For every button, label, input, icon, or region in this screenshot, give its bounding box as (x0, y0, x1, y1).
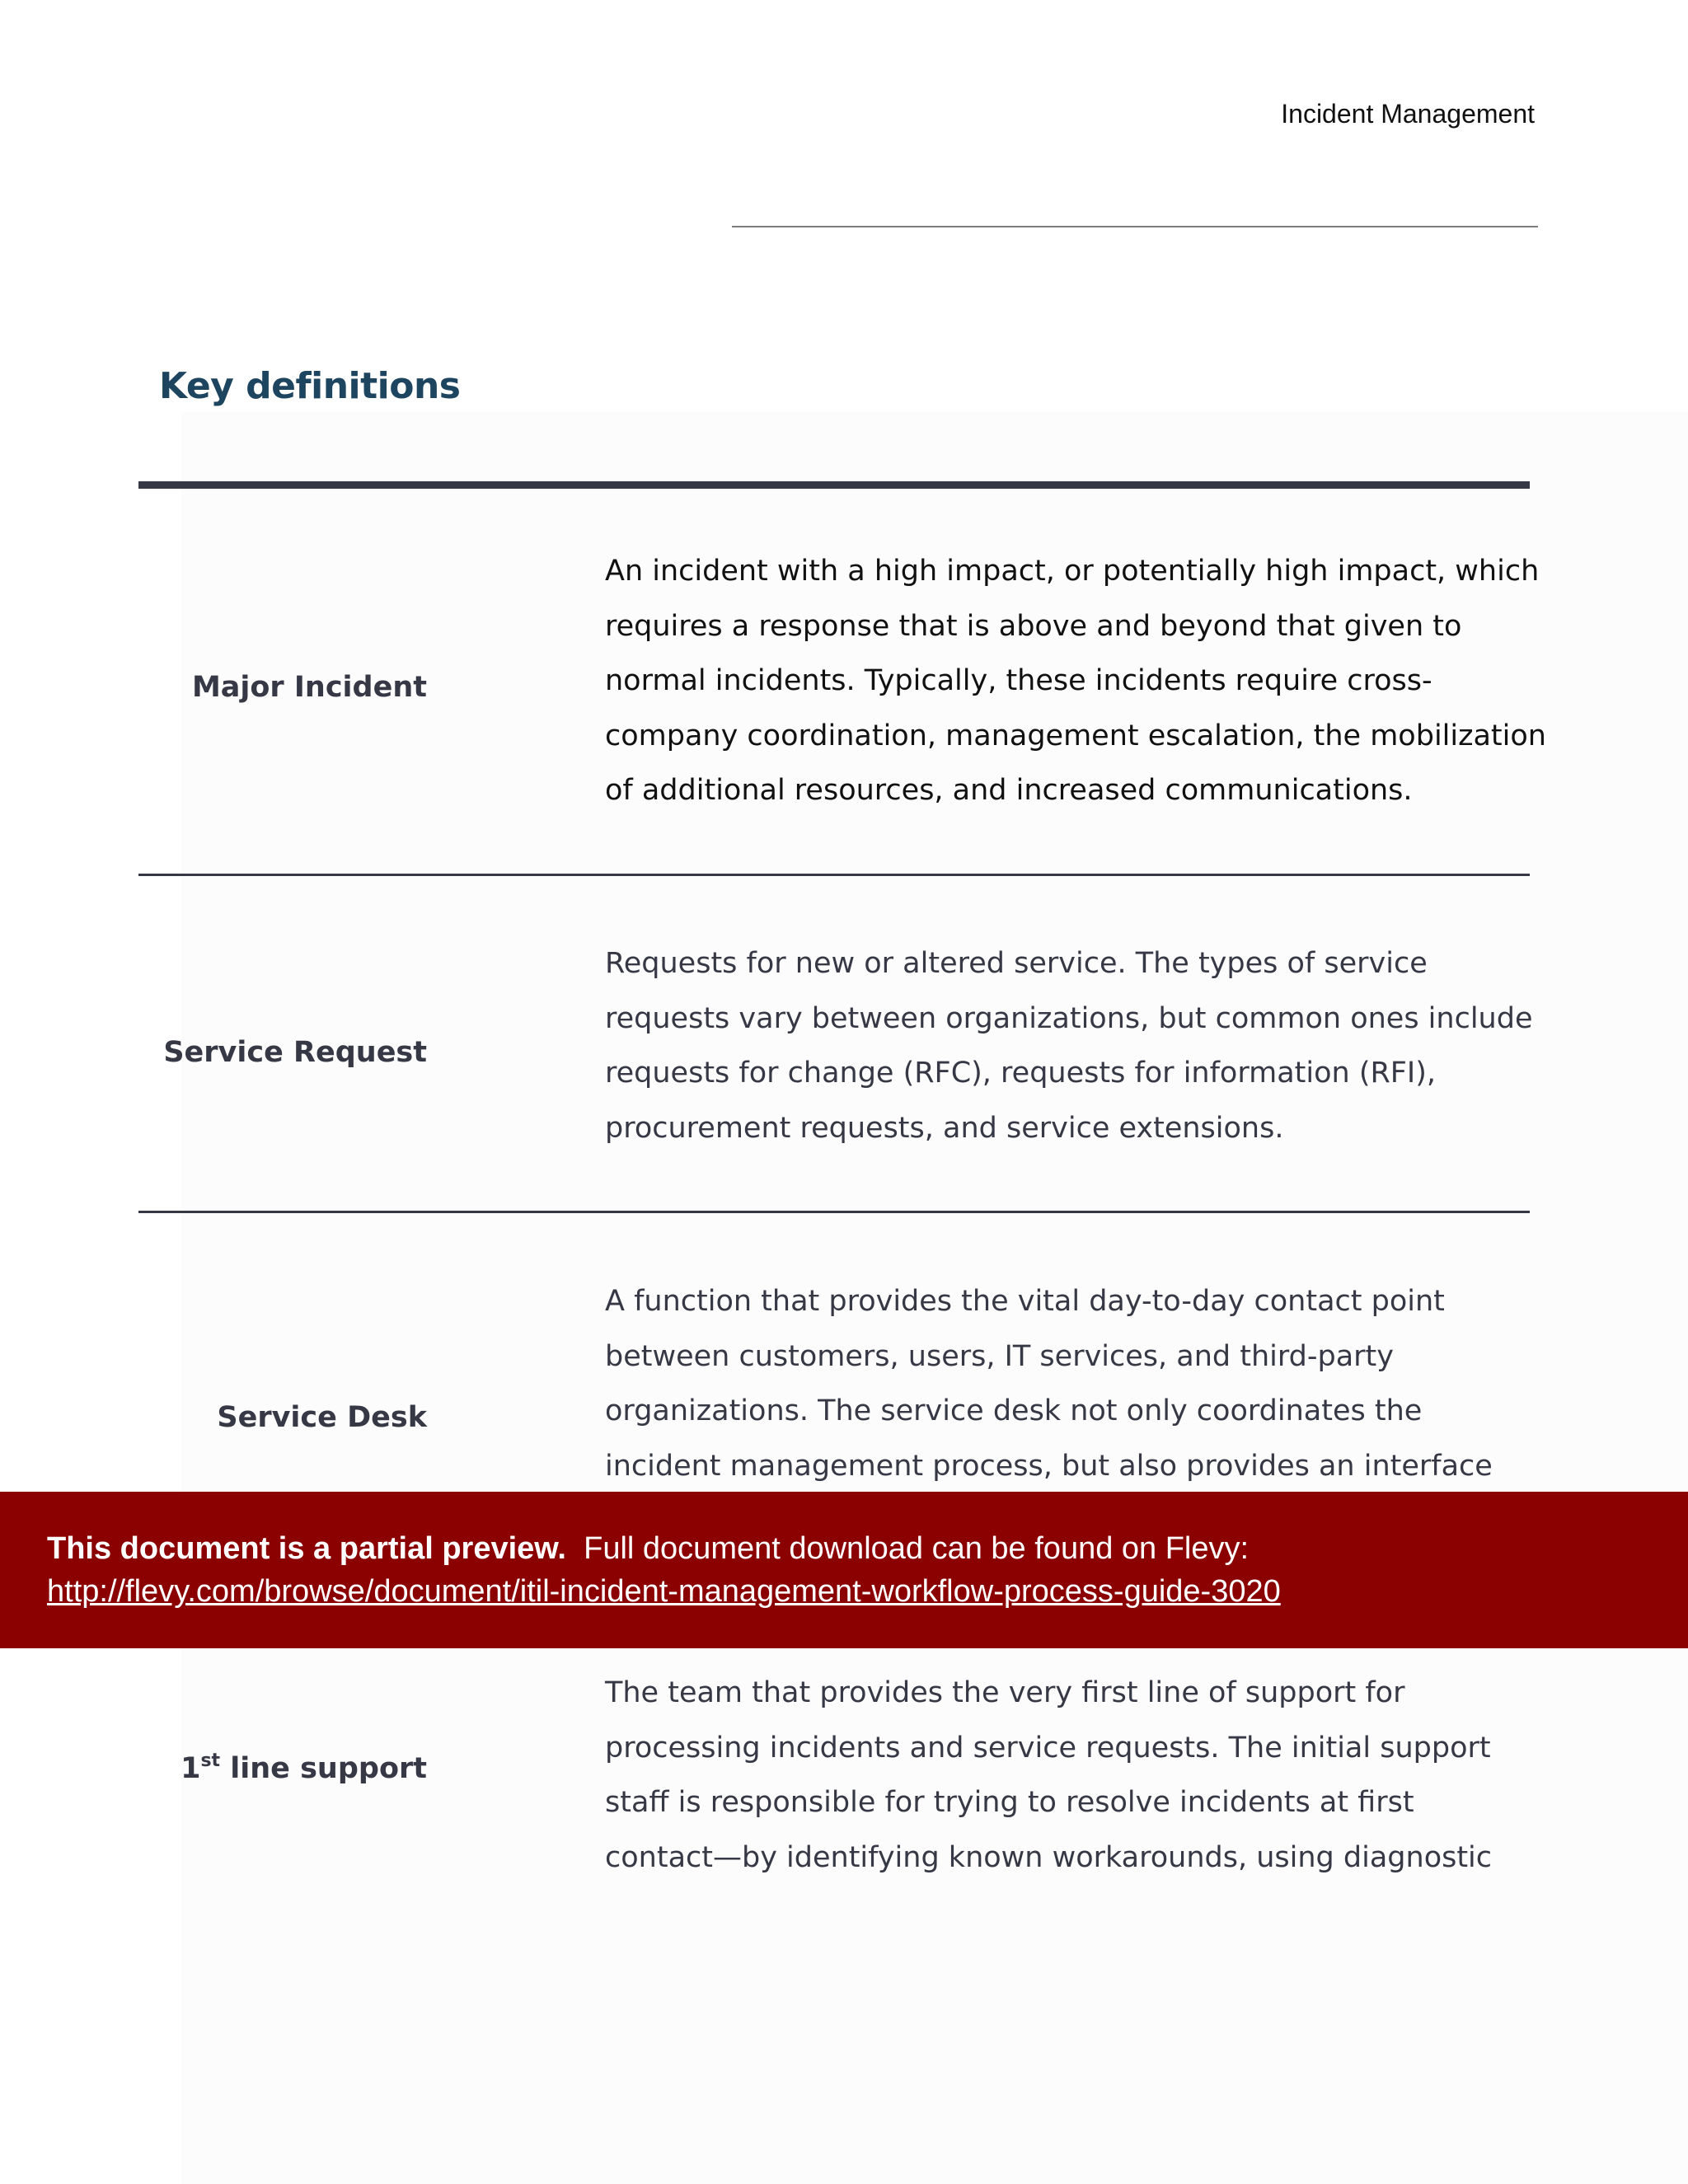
definition-major-incident (605, 544, 1546, 818)
term-first-line-support (181, 1752, 427, 1785)
term-ordinal-suffix: st (200, 1750, 221, 1771)
definition-line: A function that provides the vital day-to-day contact point (605, 1285, 1445, 1318)
term-rest: line support (220, 1752, 427, 1785)
term-service-request: Service Request (163, 1036, 427, 1069)
definition-line: of additional resources, and increased communications. (605, 774, 1413, 807)
flevy-download-link[interactable]: http://flevy.com/browse/document/itil-incident-management-workflow-process-guide-3020 (47, 1574, 1281, 1609)
definition-line: organizations. The service desk not only coordinates the (605, 1394, 1423, 1427)
row-divider (138, 874, 1530, 876)
definition-line: contact—by identifying known workarounds, using diagnostic (605, 1840, 1493, 1874)
definition-line: staff is responsible for trying to resolve incidents at first (605, 1786, 1414, 1819)
section-title: Key definitions (159, 365, 461, 407)
definition-line: requests vary between organizations, but common ones include (605, 1001, 1533, 1035)
row-divider (138, 1211, 1530, 1213)
definition-line: requires a response that is above and beyond that given to (605, 609, 1462, 643)
term-major-incident: Major Incident (191, 671, 427, 704)
banner-bold-text: This document is a partial preview. (47, 1531, 566, 1566)
definition-line: procurement requests, and service extensions. (605, 1111, 1284, 1145)
definition-line: requests for change (RFC), requests for information (RFI), (605, 1057, 1437, 1090)
banner-text: Full document download can be found on Flevy: (584, 1531, 1250, 1566)
running-header: Incident Management (1281, 99, 1535, 129)
definition-service-request (605, 936, 1533, 1155)
table-top-rule (138, 481, 1530, 489)
definition-line: between customers, users, IT services, and third-party (605, 1339, 1394, 1373)
definition-line: The team that provides the very first line of support for (605, 1676, 1405, 1709)
definition-line: company coordination, management escalation, the mobilization (605, 719, 1546, 752)
header-divider (732, 226, 1538, 227)
definition-first-line-support (605, 1666, 1495, 1885)
definition-line: An incident with a high impact, or potentially high impact, which (605, 555, 1540, 588)
term-service-desk: Service Desk (217, 1401, 427, 1434)
definition-service-desk (605, 1274, 1495, 1493)
preview-banner (0, 1492, 1688, 1648)
definition-line: Requests for new or altered service. The types of service (605, 947, 1428, 980)
definition-line: incident management process, but also provides an interface (605, 1449, 1493, 1483)
banner-message (47, 1531, 1249, 1567)
definition-line: processing incidents and service requests. The initial support (605, 1731, 1491, 1765)
definition-line: normal incidents. Typically, these incidents require cross- (605, 664, 1432, 697)
term-number: 1 (181, 1752, 201, 1785)
